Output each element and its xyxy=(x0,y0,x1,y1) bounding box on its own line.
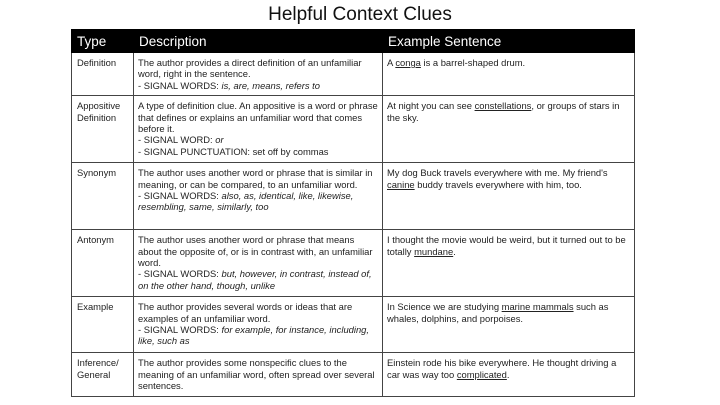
description-text: The author provides a direct definition of an unfamiliar word, right in the sentence. xyxy=(138,57,362,80)
table-header-row xyxy=(72,30,635,53)
example-text: . xyxy=(453,245,456,257)
signal-label: - SIGNAL WORDS: xyxy=(138,190,222,202)
signal-label: - SIGNAL WORDS: xyxy=(138,324,222,336)
signal-words: or xyxy=(215,134,224,146)
table-row xyxy=(72,96,635,163)
type-cell: Definition xyxy=(72,53,134,96)
example-cell xyxy=(383,96,635,163)
description-cell xyxy=(134,53,383,96)
example-cell xyxy=(383,230,635,297)
description-text: The author uses another word or phrase that means about the opposite of, or is in contrast with, an unfamiliar word. xyxy=(138,234,373,269)
description-text: A type of definition clue. An appositive is a word or phrase that defines or explains an unfamiliar word that comes before it. xyxy=(138,100,378,135)
target-word: mundane xyxy=(414,245,454,257)
type-cell: Synonym xyxy=(72,163,134,230)
description-cell xyxy=(134,163,383,230)
target-word: canine xyxy=(387,178,415,190)
header-description: Description xyxy=(134,30,383,53)
target-word: complicated xyxy=(456,368,507,380)
signal-words: also, as, identical, like, likewise, resembling, same, similarly, too xyxy=(138,190,354,213)
signal-words: is, are, means, refers to xyxy=(221,79,320,91)
signal-label: - SIGNAL WORD: xyxy=(138,134,216,146)
description-cell xyxy=(134,353,383,397)
signal-punctuation-line: - SIGNAL PUNCTUATION: set off by commas xyxy=(138,145,329,157)
example-text: . xyxy=(506,368,510,380)
example-cell xyxy=(383,53,635,96)
example-text: A xyxy=(387,57,396,68)
description-text: The author uses another word or phrase that is similar in meaning, or can be compared, to an unfamiliar word. xyxy=(138,167,373,190)
description-text: The author provides some nonspecific clues to the meaning of an unfamiliar word, often spread over several sentences. xyxy=(138,357,375,392)
type-cell: Appositive Definition xyxy=(72,96,134,163)
type-cell: Example xyxy=(72,297,134,353)
table-row xyxy=(72,230,635,297)
header-example: Example Sentence xyxy=(383,30,635,53)
signal-line xyxy=(138,324,378,347)
description-cell xyxy=(134,297,383,353)
example-cell xyxy=(383,297,635,353)
type-cell: Inference/ General xyxy=(72,353,134,397)
signal-line xyxy=(138,190,378,213)
example-cell xyxy=(383,163,635,230)
example-text: My dog Buck travels everywhere with me. My friend's xyxy=(387,167,608,179)
header-type: Type xyxy=(72,30,134,53)
signal-line xyxy=(138,80,378,91)
description-cell xyxy=(134,96,383,163)
type-cell: Antonym xyxy=(72,230,134,297)
table-row xyxy=(72,163,635,230)
signal-label: - SIGNAL WORDS: xyxy=(138,79,222,91)
table-row xyxy=(72,353,635,397)
context-clues-table xyxy=(71,29,635,397)
page-title: Helpful Context Clues xyxy=(268,4,452,25)
example-text: At night you can see xyxy=(387,100,475,112)
signal-words: for example, for instance, including, like, such as xyxy=(138,324,369,347)
table-row xyxy=(72,297,635,353)
example-text: such as whales, dolphins, and porpoises. xyxy=(387,301,609,324)
signal-line xyxy=(138,268,378,291)
target-word: marine mammals xyxy=(501,301,574,313)
example-text: , or groups of stars in the sky. xyxy=(387,100,620,123)
description-text: The author provides several words or ideas that are examples of an unfamiliar word. xyxy=(138,301,353,324)
example-text: In Science we are studying xyxy=(387,301,502,313)
example-text: Einstein rode his bike everywhere. He thought driving a car was way too xyxy=(387,357,617,380)
example-cell xyxy=(383,353,635,397)
example-text: is a barrel-shaped drum. xyxy=(420,57,526,68)
example-text: buddy travels everywhere with him, too. xyxy=(414,178,582,190)
signal-words: but, however, in contrast, instead of, on the other hand, though, unlike xyxy=(138,268,372,291)
signal-line xyxy=(138,134,378,145)
target-word: constellations xyxy=(474,100,532,112)
description-cell xyxy=(134,230,383,297)
signal-label: - SIGNAL WORDS: xyxy=(138,268,222,280)
example-text: I thought the movie would be weird, but it turned out to be totally xyxy=(387,234,626,257)
target-word: conga xyxy=(395,57,421,68)
table-row xyxy=(72,53,635,96)
